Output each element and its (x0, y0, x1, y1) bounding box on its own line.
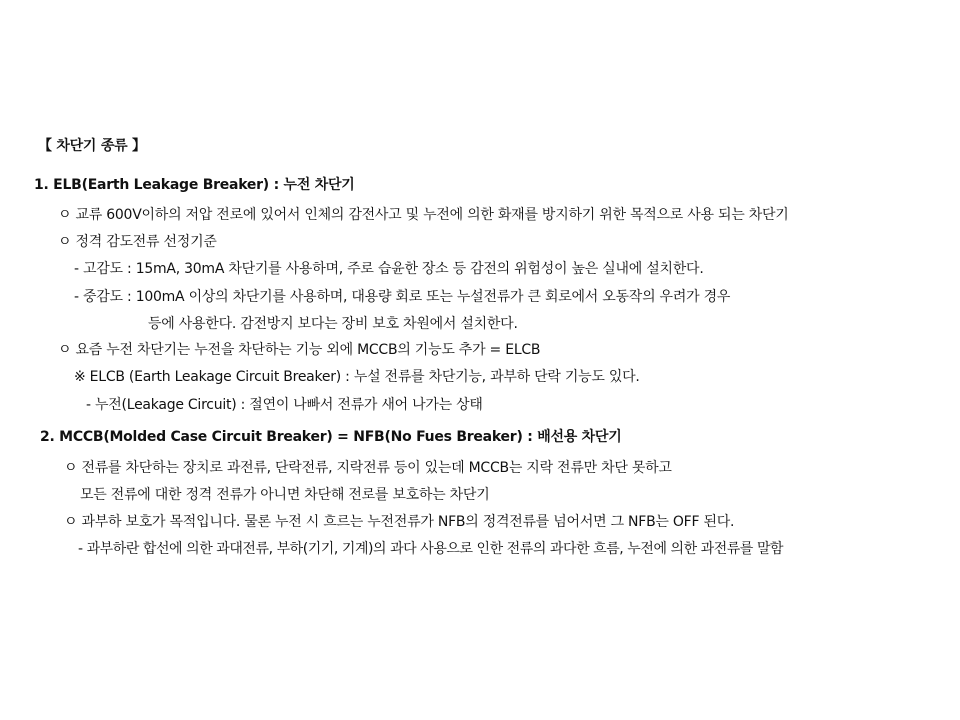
section1-line-6: ㅇ 요즘 누전 차단기는 누전을 차단하는 기능 외에 MCCB의 기능도 추가 = ELCB (58, 342, 541, 358)
section1-line-7: ※ ELCB (Earth Leakage Circuit Breaker) : 누설 전류를 차단기능, 과부하 단락 기능도 있다. (74, 369, 640, 385)
section2-line-2: 모든 전류에 대한 정격 전류가 아니면 차단해 전로를 보호하는 차단기 (80, 487, 490, 503)
section1-line-3: - 고감도 : 15mA, 30mA 차단기를 사용하며, 주로 습윤한 장소 등 감전의 위험성이 높은 실내에 설치한다. (74, 261, 704, 277)
section2-heading: 2. MCCB(Molded Case Circuit Breaker) = NFB(No Fues Breaker) : 배선용 차단기 (40, 429, 622, 445)
section1-line-4: - 중감도 : 100mA 이상의 차단기를 사용하며, 대용량 회로 또는 누설전류가 큰 회로에서 오동작의 우려가 경우 (74, 289, 731, 305)
section2-line-4: - 과부하란 합선에 의한 과대전류, 부하(기기, 기계)의 과다 사용으로 인한 전류의 과다한 흐름, 누전에 의한 과전류를 말함 (78, 541, 784, 557)
section1-line-8: - 누전(Leakage Circuit) : 절연이 나빠서 전류가 새어 나가는 상태 (86, 397, 483, 413)
section1-line-2: ㅇ 정격 감도전류 선정기준 (58, 234, 217, 250)
doc-title: 【 차단기 종류 】 (38, 138, 146, 154)
section2-line-1: ㅇ 전류를 차단하는 장치로 과전류, 단락전류, 지락전류 등이 있는데 MCCB는 지락 전류만 차단 못하고 (64, 460, 672, 476)
section2-line-3: ㅇ 과부하 보호가 목적입니다. 물론 누전 시 흐르는 누전전류가 NFB의 정격전류를 넘어서면 그 NFB는 OFF 된다. (64, 514, 735, 530)
section1-line-5: 등에 사용한다. 감전방지 보다는 장비 보호 차원에서 설치한다. (148, 316, 518, 332)
section1-heading: 1. ELB(Earth Leakage Breaker) : 누전 차단기 (34, 177, 355, 193)
section1-line-1: ㅇ 교류 600V이하의 저압 전로에 있어서 인체의 감전사고 및 누전에 의한 화재를 방지하기 위한 목적으로 사용 되는 차단기 (58, 207, 789, 223)
